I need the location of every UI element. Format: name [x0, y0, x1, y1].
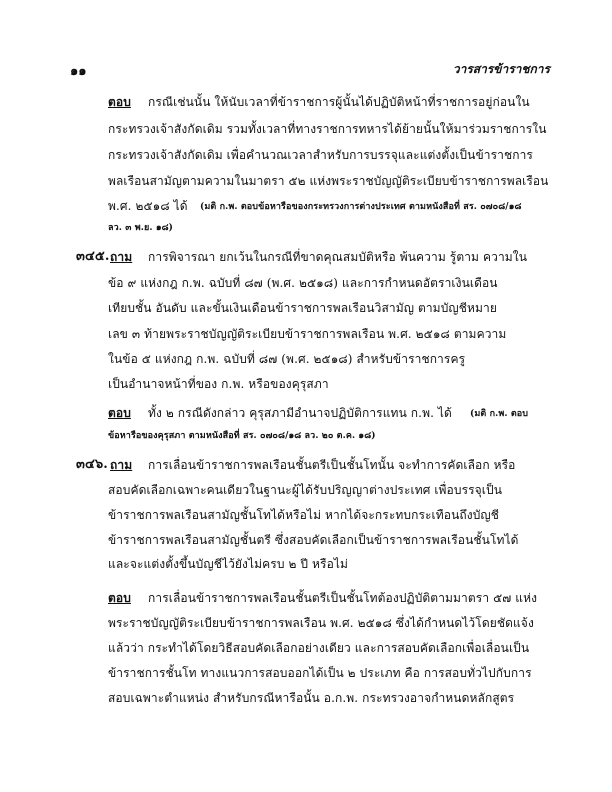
- text-line: และจะแต่งตั้งขึ้นบัญชีไว้ยังไม่ครบ ๒ ปี หรือไม่: [108, 557, 349, 571]
- text-line: เลข ๓ ท้ายพระราชบัญญัติระเบียบข้าราชการพลเรือน พ.ศ. ๒๕๑๘ ตามความ: [108, 327, 507, 341]
- answer-label: ตอบ: [108, 591, 131, 605]
- text-line: ในข้อ ๕ แห่งกฎ ก.พ. ฉบับที่ ๘๗ (พ.ศ. ๒๕๑๘) สำหรับข้าราชการครู: [108, 352, 466, 366]
- text-line: ข้าราชการชั้นโท ทางแนวการสอบออกได้เป็น ๒ ประเภท คือ การสอบทั่วไปกับการ: [108, 666, 532, 680]
- text-line: ทั้ง ๒ กรณีดังกล่าว คุรุสภามีอำนาจปฏิบัติการแทน ก.พ. ได้: [148, 406, 452, 420]
- text-line: พลเรือนสามัญตามความในมาตรา ๕๒ แห่งพระราชบัญญัติระเบียบข้าราชการพลเรือน: [108, 174, 549, 188]
- resolution-note: ข้อหารือของคุรุสภา ตามหนังสือที่ สร. ๐๗๐๘/๑๘ ลว. ๒๐ ต.ค. ๑๘): [108, 431, 376, 441]
- text-line: พ.ศ. ๒๕๑๘ ได้: [108, 199, 188, 213]
- question-label: ถาม: [110, 458, 133, 472]
- text-line: เป็นอำนาจหน้าที่ของ ก.พ. หรือของคุรุสภา: [108, 377, 329, 391]
- resolution-note: (มติ ก.พ. ตอบข้อหารือของกระทรวงการต่างประเทศ ตามหนังสือที่ สร. ๐๗๐๘/๑๘: [200, 202, 522, 212]
- text-line: ข้อ ๙ แห่งกฎ ก.พ. ฉบับที่ ๘๗ (พ.ศ. ๒๕๑๘) และการกำหนดอัตราเงินเดือน: [108, 276, 498, 290]
- text-line: สอบคัดเลือกเฉพาะคนเดียวในฐานะผู้ได้รับปริญญาต่างประเทศ เพื่อบรรจุเป็น: [108, 483, 503, 497]
- text-line: ข้าราชการพลเรือนสามัญชั้นตรี ซึ่งสอบคัดเลือกเป็นข้าราชการพลเรือนชั้นโทได้: [108, 533, 519, 547]
- page-number: ๑๑: [70, 64, 87, 79]
- text-line: เทียบชั้น อันดับ และขั้นเงินเดือนข้าราชการพลเรือนวิสามัญ ตามบัญชีหมาย: [108, 301, 497, 315]
- text-line: แล้วว่า กระทำได้โดยวิธีสอบคัดเลือกอย่างเดียว และการสอบคัดเลือกเพื่อเลื่อนเป็น: [108, 641, 530, 655]
- text-line: สอบเฉพาะตำแหน่ง สำหรับกรณีหารือนั้น อ.ก.พ. กระทรวงอาจกำหนดหลักสูตร: [108, 691, 515, 705]
- question-label: ถาม: [110, 250, 133, 264]
- resolution-note: ลว. ๓ พ.ย. ๑๘): [108, 223, 174, 233]
- text-line: การพิจารณา ยกเว้นในกรณีที่ขาดคุณสมบัติหรือ พ้นความ รู้ตาม ความใน: [148, 250, 528, 264]
- answer-label: ตอบ: [108, 406, 131, 420]
- text-line: พระราชบัญญัติระเบียบข้าราชการพลเรือน พ.ศ. ๒๕๑๘ ซึ่งได้กำหนดไว้โดยชัดแจ้ง: [108, 616, 534, 630]
- answer-label: ตอบ: [108, 95, 131, 109]
- resolution-note: (มติ ก.พ. ตอบ: [470, 409, 529, 419]
- question-number: ๓๔๕.: [76, 249, 110, 264]
- text-line: กระทรวงเจ้าสังกัดเดิม เพื่อคำนวณเวลาสำหรับการบรรจุและแต่งตั้งเป็นข้าราชการ: [108, 148, 533, 162]
- page-header: [70, 60, 550, 80]
- text-line: การเลื่อนข้าราชการพลเรือนชั้นตรีเป็นชั้นโทนั้น จะทำการคัดเลือก หรือ: [148, 458, 516, 472]
- running-title: วารสารข้าราชการ: [452, 62, 550, 76]
- text-line: ข้าราชการพลเรือนสามัญชั้นโทได้หรือไม่ หากได้จะกระทบกระเทือนถึงบัญชี: [108, 508, 499, 522]
- text-line: กรณีเช่นนั้น ให้นับเวลาที่ข้าราชการผู้นั้นได้ปฏิบัติหน้าที่ราชการอยู่ก่อนใน: [148, 95, 530, 109]
- text-line: การเลื่อนข้าราชการพลเรือนชั้นตรีเป็นชั้นโทต้องปฏิบัติตามมาตรา ๕๗ แห่ง: [148, 591, 538, 605]
- text-line: กระทรวงเจ้าสังกัดเดิม รวมทั้งเวลาที่ทางราชการทหารได้ย้ายนั้นให้มาร่วมราชการใน: [108, 122, 547, 136]
- question-number: ๓๔๖.: [76, 457, 108, 472]
